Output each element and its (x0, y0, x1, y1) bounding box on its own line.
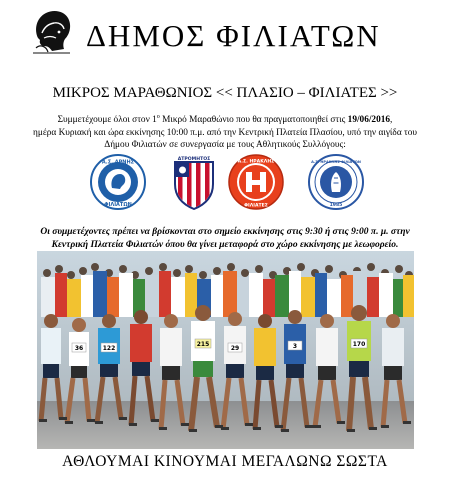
intro-line-1-part-a: Συμμετέχουμε όλοι στον 1 (57, 115, 157, 126)
ordinal-sup: ο (156, 114, 160, 120)
notice-line-1: Οι συμμετέχοντες πρέπει να βρίσκονται στο σημείο εκκίνησης στις 9:30 ή στις 9:00 π. μ. στην (40, 227, 410, 237)
club-logo-as-arnis-top-text: Α.Σ. ΑΡΝΗΣ (101, 159, 135, 166)
intro-line-1 (20, 111, 430, 127)
club-logo-atromitos (166, 154, 222, 210)
event-date: 19/06/2016 (347, 115, 391, 126)
club-logo-iraklis-bottom-text: ΦΙΛΙΑΤΕΣ (244, 203, 268, 209)
bib-number: 36 (74, 345, 84, 352)
bib-number: 3 (292, 343, 298, 350)
club-logo-iraklis (228, 154, 284, 210)
intro-line-1-part-b: Μικρό Μαραθώνιο που θα πραγματοποιηθεί στις (159, 115, 348, 126)
club-logo-as-arnis (90, 154, 146, 210)
bib-number: 170 (352, 341, 366, 348)
ancient-head-profile-logo (30, 8, 74, 56)
bib-number: 122 (102, 345, 116, 352)
header (0, 8, 450, 58)
club-logo-atromitos-top-text: ΑΤΡΟΜΗΤΟΣ (177, 157, 211, 162)
intro-line-3: Δήμου Φιλιατών σε συνεργασία με τους Αθλητικούς Συλλόγους: (104, 140, 346, 151)
intro-line-1-part-c: , (390, 115, 393, 126)
bib-number: 29 (230, 345, 240, 352)
notice-line-2: Κεντρική Πλατεία Φιλιατών όπου θα γίνει μεταφορά στο χώρο εκκίνησης με λεωφορείο. (51, 240, 399, 250)
intro-paragraph (20, 111, 430, 152)
slogan-footer: ΑΘΛΟΥΜΑΙ ΚΙΝΟΥΜΑΙ ΜΕΓΑΛΩΝΩ ΣΩΣΤΑ (62, 453, 388, 470)
club-logo-iraklis-filiaton-top-text: Α.Σ. ΗΡΑΚΛΗΣ ΦΙΛΙΑΤΩΝ (311, 159, 361, 164)
club-logo-iraklis-top-text: Α.Σ. ΗΡΑΚΛΗΣ (237, 159, 275, 165)
bib-number: 215 (196, 341, 210, 348)
club-logo-iraklis-filiaton (308, 154, 364, 210)
page-title: ΔΗΜΟΣ ΦΙΛΙΑΤΩΝ (86, 18, 381, 53)
club-logo-iraklis-filiaton-year: 1985 (329, 203, 343, 208)
marathon-runners-photo (37, 251, 414, 449)
meeting-notice (18, 226, 432, 252)
intro-line-2: ημέρα Κυριακή και ώρα εκκίνησης 10:00 π.μ. από την Κεντρική Πλατεία Πλασίου, υπό την αιγίδα του (32, 127, 417, 138)
club-logos (0, 154, 450, 214)
event-subtitle: ΜΙΚΡΟΣ ΜΑΡΑΘΩΝΙΟΣ << ΠΛΑΣΙΟ – ΦΙΛΙΑΤΕΣ >> (52, 85, 398, 101)
club-logo-as-arnis-bottom-text: ΦΙΛΙΑΤΩΝ (104, 202, 132, 208)
